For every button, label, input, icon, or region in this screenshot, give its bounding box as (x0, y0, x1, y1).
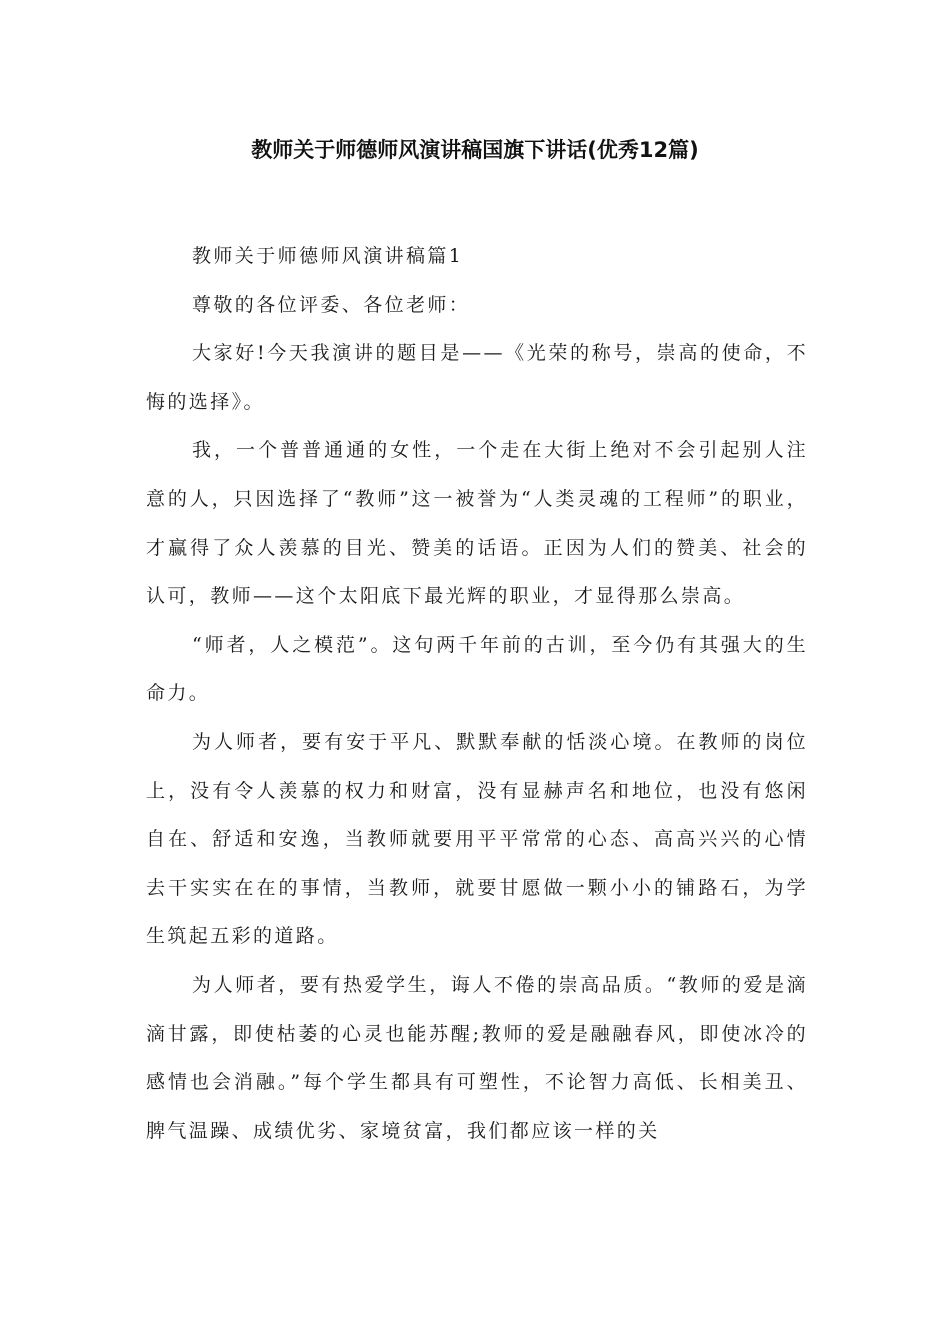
paragraph: “师者，人之模范”。这句两千年前的古训，至今仍有其强大的生命力。 (146, 633, 808, 705)
paragraph: 为人师者，要有热爱学生，诲人不倦的崇高品质。“教师的爱是滴滴甘露，即使枯萎的心灵也能苏醒;教师的爱是融融春风，即使冰冷的感情也会消融。”每个学生都具有可塑性，不论智力高低、长相美丑、脾气温躁、成绩优劣、家境贫富，我们都应该一样的关 (146, 973, 808, 1142)
document-body (146, 232, 808, 1155)
document-title: 教师关于师德师风演讲稿国旗下讲话(优秀12篇) (251, 138, 699, 162)
paragraph: 为人师者，要有安于平凡、默默奉献的恬淡心境。在教师的岗位上，没有令人羡慕的权力和财富，没有显赫声名和地位，也没有悠闲自在、舒适和安逸，当教师就要用平平常常的心态、高高兴兴的心情去干实实在在的事情，当教师，就要甘愿做一颗小小的铺路石，为学生筑起五彩的道路。 (146, 730, 808, 948)
salutation: 尊敬的各位评委、各位老师： (192, 293, 471, 316)
paragraph: 我，一个普普通通的女性，一个走在大街上绝对不会引起别人注意的人，只因选择了“教师”这一被誉为“人类灵魂的工程师”的职业，才赢得了众人羡慕的目光、赞美的话语。正因为人们的赞美、社会的认可，教师——这个太阳底下最光辉的职业，才显得那么崇高。 (146, 439, 808, 608)
paragraph: 大家好!今天我演讲的题目是——《光荣的称号，崇高的使命，不悔的选择》。 (146, 342, 808, 413)
section-heading: 教师关于师德师风演讲稿篇1 (192, 245, 464, 267)
